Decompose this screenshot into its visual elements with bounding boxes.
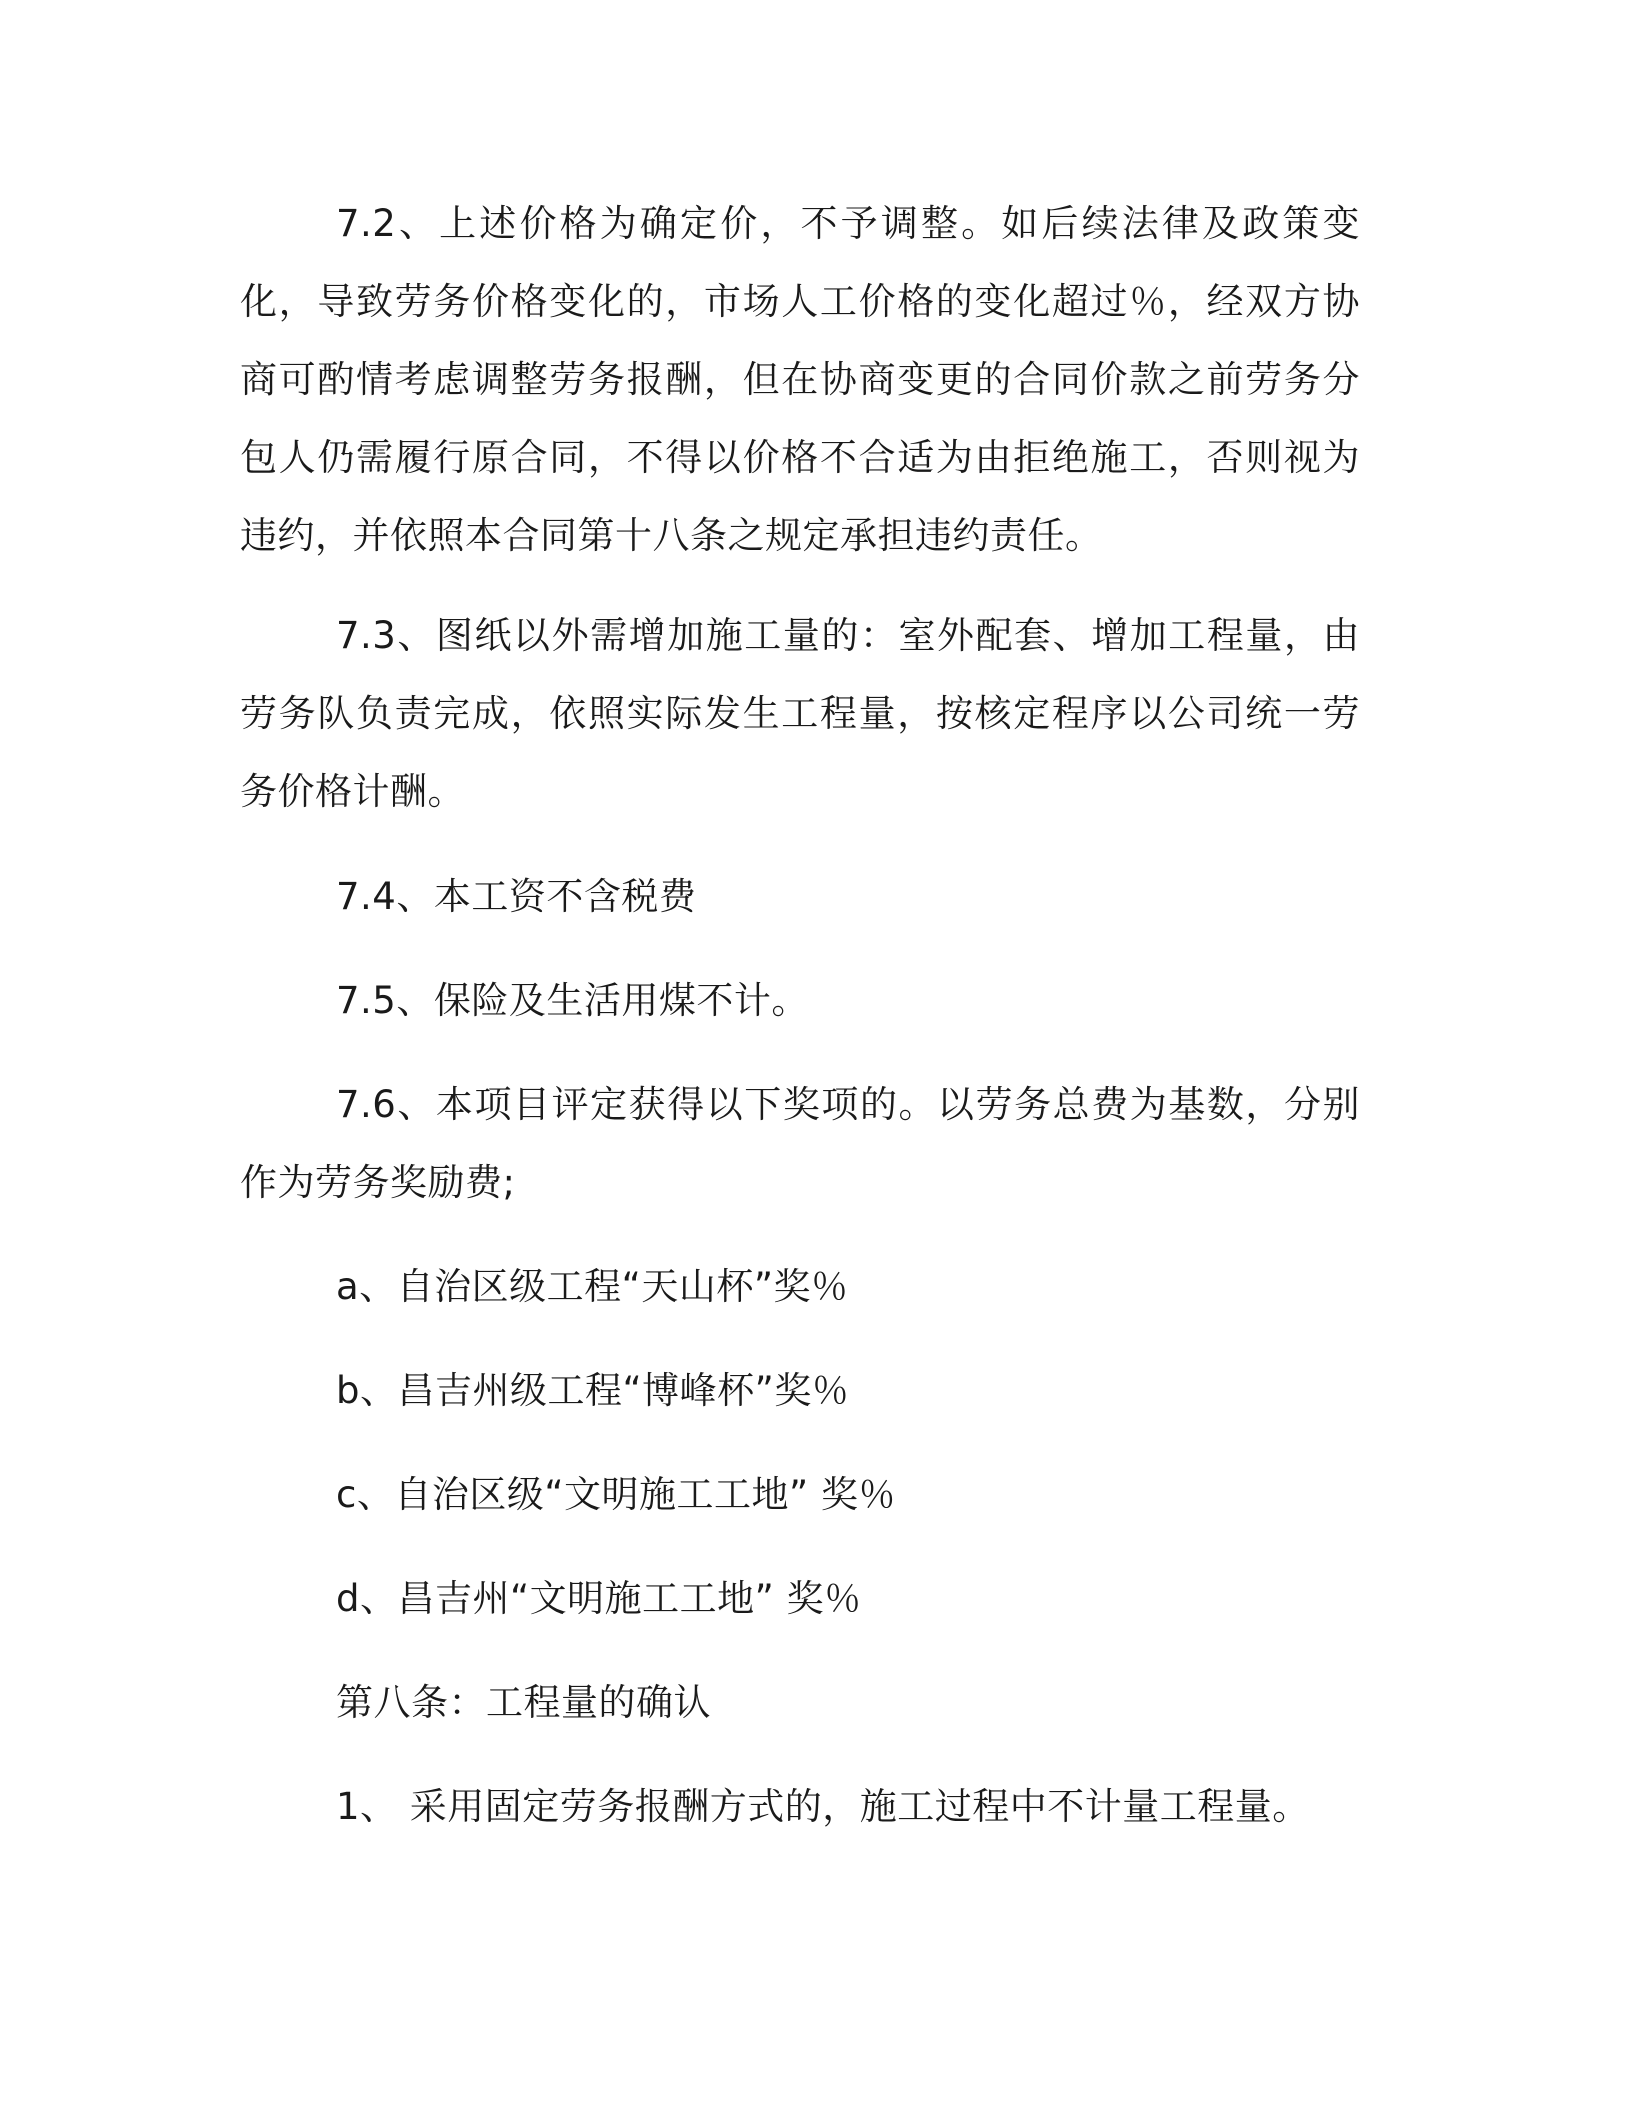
paragraph-7-6: 7.6、本项目评定获得以下奖项的。以劳务总费为基数，分别作为劳务奖励费;: [240, 1083, 1360, 1204]
award-item-d: d、昌吉州“文明施工工地” 奖％: [336, 1577, 862, 1620]
paragraph-7-5: 7.5、保险及生活用煤不计。: [336, 979, 809, 1022]
award-item-c: c、自治区级“文明施工工地” 奖％: [336, 1473, 896, 1516]
paragraph-7-4: 7.4、本工资不含税费: [336, 875, 697, 918]
paragraph-7-3: 7.3、图纸以外需增加施工量的：室外配套、增加工程量，由劳务队负责完成，依照实际发生工程量，按核定程序以公司统一劳务价格计酬。: [240, 614, 1360, 813]
paragraph-8-1: 1、 采用固定劳务报酬方式的，施工过程中不计量工程量。: [336, 1785, 1310, 1828]
award-item-a: a、自治区级工程“天山杯”奖％: [336, 1265, 849, 1308]
section-heading-article-8: 第八条：工程量的确认: [336, 1681, 711, 1724]
award-item-b: b、昌吉州级工程“博峰杯”奖％: [336, 1369, 850, 1412]
document-body: [240, 185, 1360, 1846]
paragraph-7-2: 7.2、上述价格为确定价，不予调整。如后续法律及政策变化，导致劳务价格变化的，市场人工价格的变化超过％，经双方协商可酌情考虑调整劳务报酬，但在协商变更的合同价款之前劳务分包人仍需履行原合同，不得以价格不合适为由拒绝施工，否则视为违约，并依照本合同第十八条之规定承担违约责任。: [240, 202, 1360, 557]
